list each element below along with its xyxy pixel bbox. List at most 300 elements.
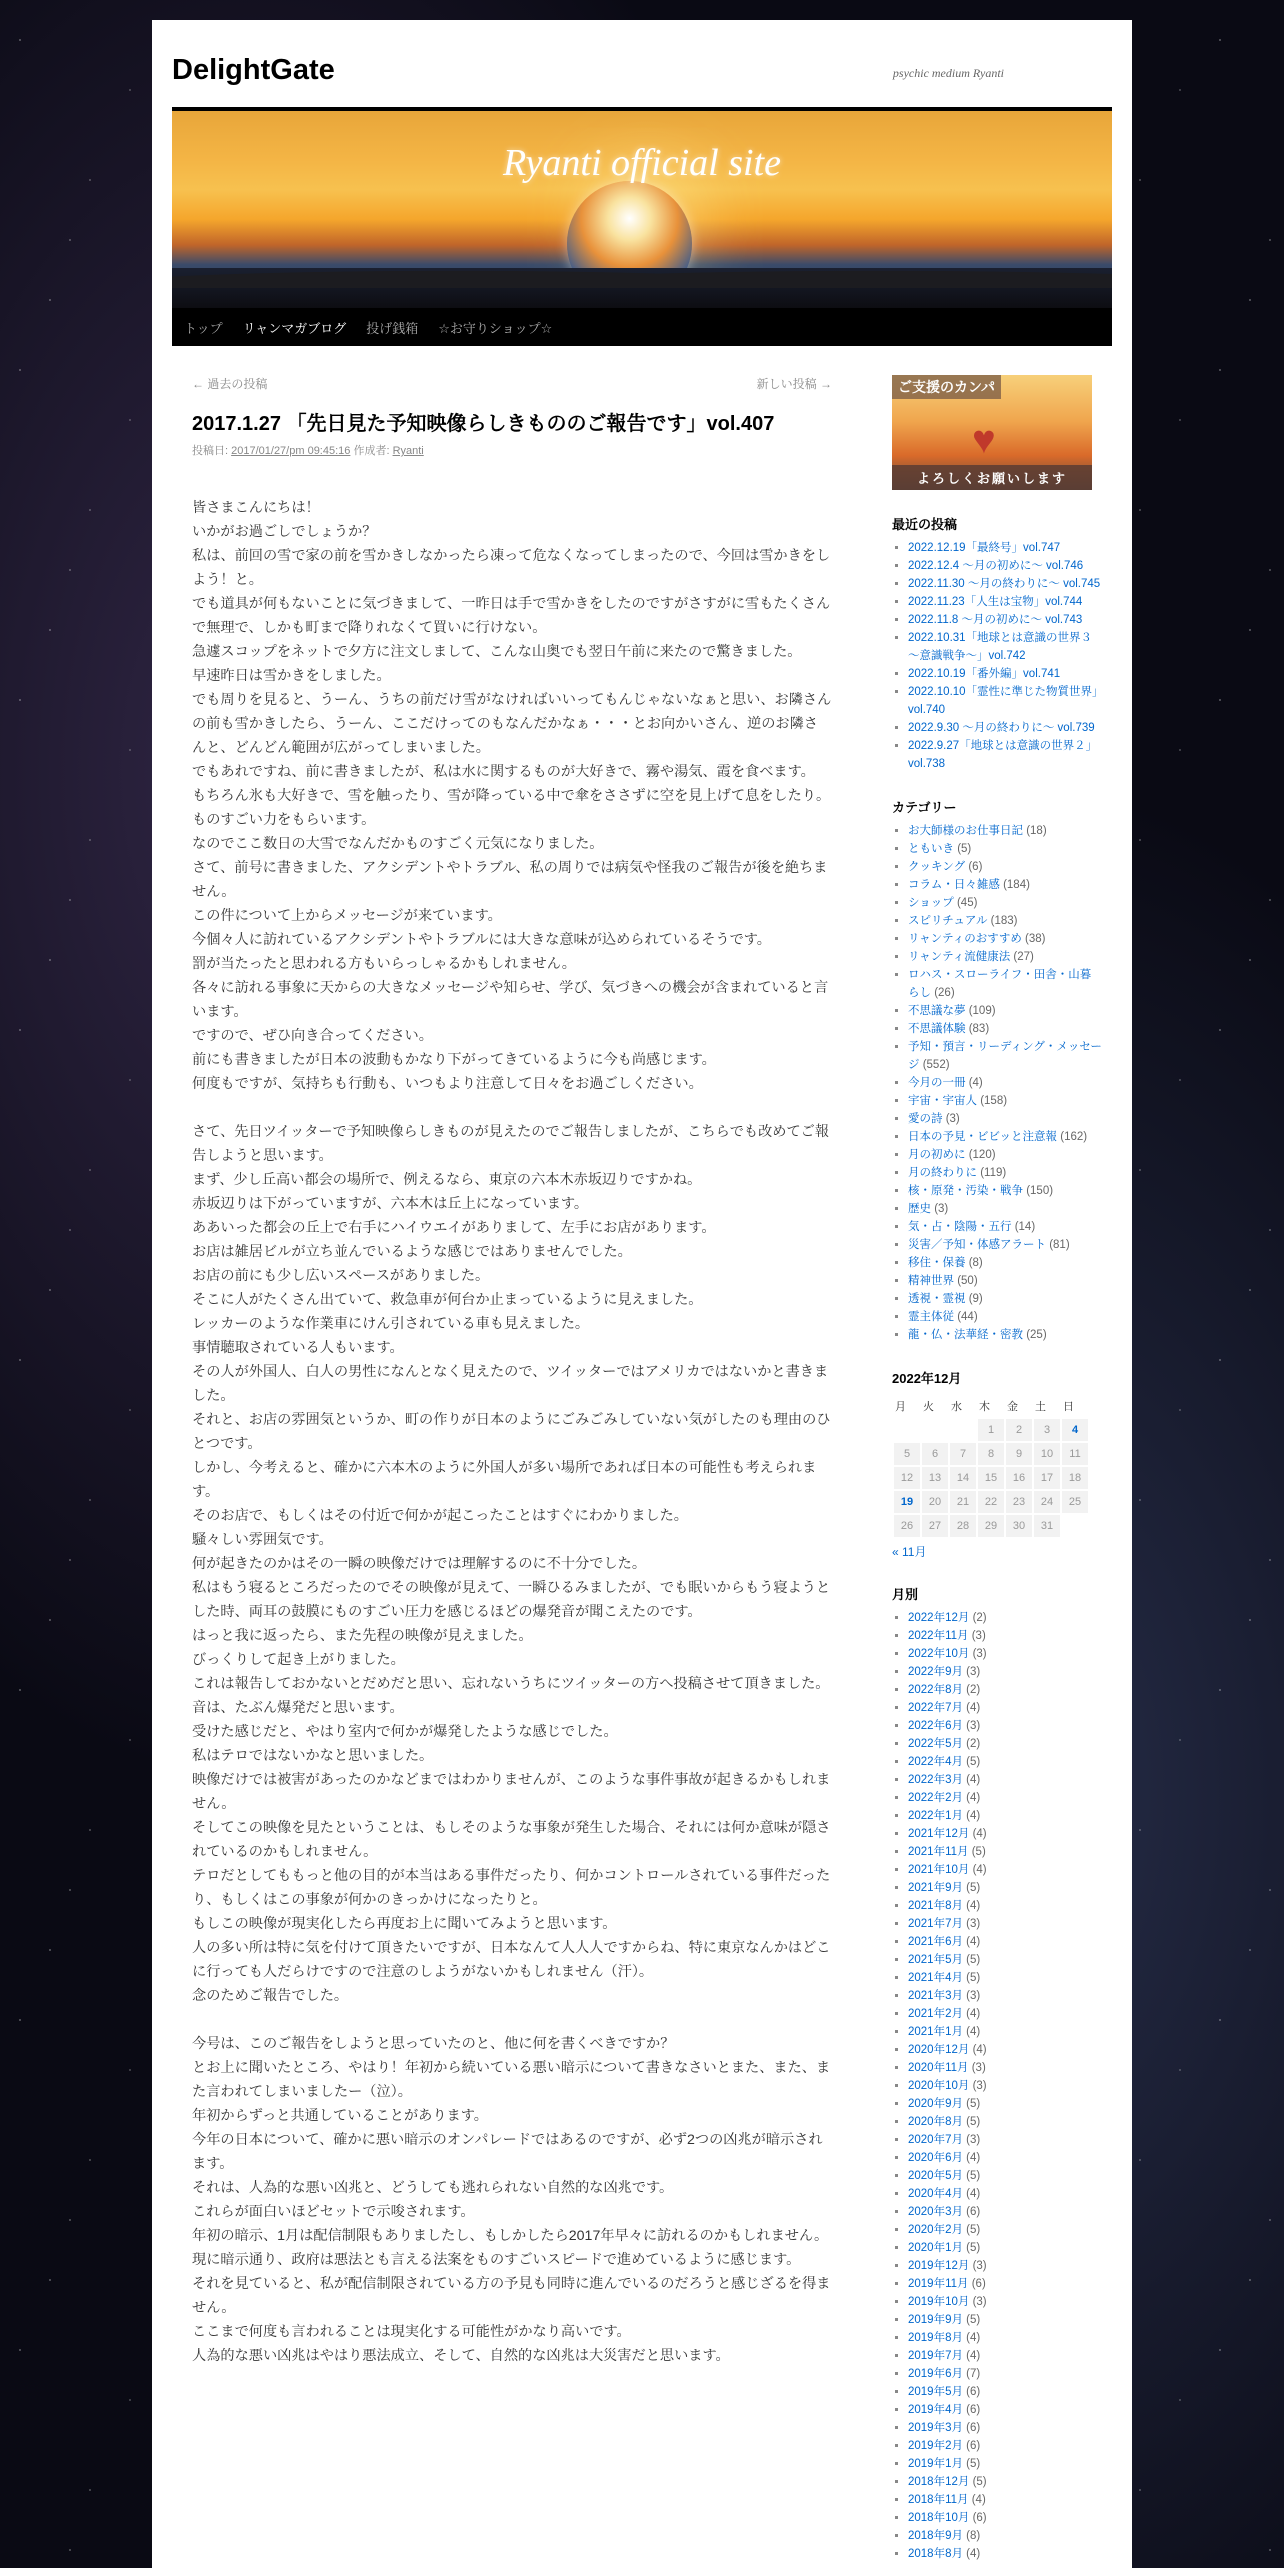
calendar-day (894, 1419, 920, 1441)
category-count: (81) (1046, 1239, 1070, 1251)
calendar-day: 13 (922, 1467, 948, 1489)
archive-count: (3) (969, 2260, 987, 2272)
archive-item (908, 2239, 1102, 2257)
archive-item (908, 2473, 1102, 2491)
calendar-day: 10 (1034, 1443, 1060, 1465)
category-link[interactable]: 移住・保養 (908, 1257, 966, 1269)
archive-item (908, 2113, 1102, 2131)
archive-count: (4) (962, 1900, 981, 1912)
archive-count: (5) (962, 2116, 981, 2128)
calendar-day: 3 (1034, 1419, 1060, 1441)
archive-count: (6) (962, 2404, 981, 2416)
archive-count: (6) (969, 2512, 987, 2524)
recent-post-item (908, 683, 1102, 719)
category-item (908, 1308, 1102, 1326)
calendar-day: 16 (1006, 1467, 1032, 1489)
post-paragraph: いかがお過ごしでしょうか？ (192, 524, 377, 540)
post-paragraph: そこに人がたくさん出ていて、救急車が何台か止まっているように見えました。 (192, 1292, 703, 1308)
post-paragraph: そのお店で、もしくはその付近で何かが起こったことはすぐにわかりました。 (192, 1508, 688, 1524)
archive-item (908, 2185, 1102, 2203)
archive-count: (6) (962, 2206, 981, 2218)
category-item (908, 966, 1102, 1002)
category-link[interactable]: 日本の予見・ビビッと注意報 (908, 1131, 1058, 1143)
category-link[interactable]: 精神世界 (908, 1275, 954, 1287)
category-count: (183) (987, 915, 1018, 927)
post-paragraph: 早速昨日は雪かきをしました。 (192, 668, 391, 684)
sidebar (892, 375, 1102, 2563)
category-item (908, 1164, 1102, 1182)
page-wrapper (152, 20, 1132, 2568)
archive-count: (5) (962, 1972, 981, 1984)
calendar-weekday: 木 (979, 1401, 990, 1413)
category-link[interactable]: リャンティ流健康法 (908, 951, 1011, 963)
archive-item (908, 2401, 1102, 2419)
archive-link[interactable]: 2021年8月 (908, 1900, 963, 1912)
archive-link[interactable]: 2019年1月 (908, 2458, 963, 2470)
category-link[interactable]: 霊主体従 (908, 1311, 954, 1323)
category-item (908, 1182, 1102, 1200)
nav-item-1[interactable]: リャンマガブログ (242, 320, 347, 336)
archive-link[interactable]: 2018年10月 (908, 2512, 970, 2524)
category-count: (44) (954, 1311, 978, 1323)
archive-link[interactable]: 2019年9月 (908, 2314, 963, 2326)
recent-post-link[interactable]: 2022.10.19「番外編」vol.741 (908, 668, 1061, 680)
category-link[interactable]: ともいき (908, 843, 954, 855)
archive-item (908, 2149, 1102, 2167)
category-link[interactable]: 龍・仏・法華経・密教 (908, 1329, 1023, 1341)
post-paragraph: 音は、たぶん爆発だと思います。 (192, 1700, 404, 1716)
archive-item (908, 1843, 1102, 1861)
recent-post-link[interactable]: 2022.9.27「地球とは意識の世界２」vol.738 (908, 740, 1098, 770)
post-paragraph: 念のためご報告でした。 (192, 1988, 349, 2004)
category-link[interactable]: 不思議体験 (908, 1023, 966, 1035)
category-count: (109) (965, 1005, 996, 1017)
meta-date-label: 投稿日: (192, 445, 232, 457)
recent-post-link[interactable]: 2022.10.31「地球とは意識の世界３～意識戦争～」vol.742 (908, 632, 1093, 662)
calendar-weekday: 土 (1035, 1401, 1046, 1413)
archive-link[interactable]: 2021年1月 (908, 2026, 963, 2038)
archive-link[interactable]: 2022年1月 (908, 1810, 963, 1822)
post-body (192, 496, 832, 2368)
post-paragraph: 事情聴取されている人もいます。 (192, 1340, 404, 1356)
category-item (908, 1038, 1102, 1074)
calendar-day: 1 (978, 1419, 1004, 1441)
post-paragraph: 年初からずっと共通していることがあります。 (192, 2108, 488, 2124)
category-link[interactable]: 核・原発・汚染・戦争 (908, 1185, 1023, 1197)
archive-item (908, 2167, 1102, 2185)
calendar-day: 11 (1062, 1443, 1088, 1465)
archive-link[interactable]: 2019年4月 (908, 2404, 963, 2416)
category-item (908, 1146, 1102, 1164)
category-link[interactable]: 今月の一冊 (908, 1077, 966, 1089)
category-link[interactable]: クッキング (908, 861, 966, 873)
calendar-day: 24 (1034, 1491, 1060, 1513)
archive-item (908, 2023, 1102, 2041)
archive-count: (4) (962, 1792, 981, 1804)
recent-post-item (908, 539, 1102, 557)
archive-link[interactable]: 2022年12月 (908, 1612, 970, 1624)
post-paragraph: これらが面白いほどセットで示唆されます。 (192, 2204, 475, 2220)
recent-post-link[interactable]: 2022.12.19「最終号」vol.747 (908, 542, 1061, 554)
calendar-day: 27 (922, 1515, 948, 1537)
calendar-prev-link[interactable]: « 11月 (892, 1545, 927, 1559)
archive-link[interactable]: 2022年9月 (908, 1666, 963, 1678)
archive-item (908, 1699, 1102, 1717)
post-paragraph: 何が起きたのかはその一瞬の映像だけでは理解するのに不十分でした。 (192, 1556, 647, 1572)
archive-item (908, 1987, 1102, 2005)
category-item (908, 1092, 1102, 1110)
calendar-day: 20 (922, 1491, 948, 1513)
post-paragraph: ああいった都会の丘上で右手にハイウエイがありまして、左手にお店があります。 (192, 1220, 716, 1236)
archive-item (908, 1951, 1102, 1969)
post-paragraph: お店の前にも少し広いスペースがありました。 (192, 1268, 490, 1284)
archive-link[interactable]: 2021年2月 (908, 2008, 963, 2020)
support-banner[interactable] (892, 375, 1092, 490)
category-count: (120) (965, 1149, 996, 1161)
post-paragraph: 私はテロではないかなと思いました。 (192, 1748, 434, 1764)
calendar-day (1062, 1515, 1088, 1537)
archive-count: (8) (962, 2530, 981, 2542)
post-paragraph: 皆さまこんにちは！ (192, 500, 320, 516)
calendar-day: 29 (978, 1515, 1004, 1537)
post-paragraph: でも道具が何もないことに気づきまして、一昨日は手で雪かきをしたのですがさすがに雪もたくさんで無理で、しかも町まで降りれなくて買いに行けない。 (192, 596, 831, 636)
archive-link[interactable]: 2019年8月 (908, 2332, 963, 2344)
archive-link[interactable]: 2021年4月 (908, 1972, 963, 1984)
recent-post-item (908, 593, 1102, 611)
archive-count: (5) (962, 2314, 981, 2326)
category-item (908, 1218, 1102, 1236)
archive-link[interactable]: 2019年6月 (908, 2368, 963, 2380)
archive-link[interactable]: 2020年3月 (908, 2206, 963, 2218)
archive-item (908, 1609, 1102, 1627)
category-item (908, 858, 1102, 876)
category-link[interactable]: 気・占・陰陽・五行 (908, 1221, 1012, 1233)
archive-item (908, 1717, 1102, 1735)
archive-link[interactable]: 2020年2月 (908, 2224, 963, 2236)
post-paragraph: 今年の日本について、確かに悪い暗示のオンパレードではあるのですが、必ず2つの凶兆が暗示されます。 (192, 2132, 823, 2172)
post-paragraph: さて、先日ツイッターで予知映像らしきものが見えたのでご報告しましたが、こちらでも改めてご報告しようと思います。 (192, 1124, 830, 1164)
archive-item (908, 1789, 1102, 1807)
recent-post-item (908, 575, 1102, 593)
archive-item (908, 2365, 1102, 2383)
calendar-day (950, 1419, 976, 1441)
category-count: (184) (999, 879, 1030, 891)
post-paragraph: 各々に訪れる事象に天からの大きなメッセージや知らせ、学び、気づきへの機会が含まれていると言います。 (192, 980, 829, 1020)
archive-link[interactable]: 2020年12月 (908, 2044, 970, 2056)
calendar-day: 21 (950, 1491, 976, 1513)
archive-link[interactable]: 2022年8月 (908, 1684, 963, 1696)
archive-link[interactable]: 2019年10月 (908, 2296, 970, 2308)
calendar-day: 15 (978, 1467, 1004, 1489)
archive-link[interactable]: 2021年5月 (908, 1954, 963, 1966)
post-paragraph: 受けた感じだと、やはり室内で何かが爆発したような感じでした。 (192, 1724, 618, 1740)
archive-count: (3) (969, 2080, 987, 2092)
archive-count: (5) (962, 1756, 981, 1768)
archive-link[interactable]: 2020年6月 (908, 2152, 963, 2164)
post-paragraph: まず、少し丘高い都会の場所で、例えるなら、東京の六本木赤坂辺りですかね。 (192, 1172, 702, 1188)
archive-link[interactable]: 2019年12月 (908, 2260, 970, 2272)
previous-post-link[interactable]: ← 過去の投稿 (192, 377, 268, 391)
post-paragraph: テロだとしてももっと他の目的が本当はある事件だったり、何かコントロールされている事件だったり、もしくはこの事象が何かのきっかけになったりと。 (192, 1868, 831, 1908)
archive-link[interactable]: 2020年11月 (908, 2062, 969, 2074)
main-content (192, 375, 832, 2368)
category-count: (150) (1023, 1185, 1054, 1197)
archive-link[interactable]: 2019年2月 (908, 2440, 963, 2452)
category-link[interactable]: 歴史 (908, 1203, 931, 1215)
recent-post-link[interactable]: 2022.9.30 ～月の終わりに～ vol.739 (908, 722, 1095, 734)
calendar-day: 23 (1006, 1491, 1032, 1513)
category-link[interactable]: 不思議な夢 (908, 1005, 966, 1017)
category-item (908, 894, 1102, 912)
archive-link[interactable]: 2022年4月 (908, 1756, 963, 1768)
archive-link[interactable]: 2021年3月 (908, 1990, 963, 2002)
post-paragraph: はっと我に返ったら、また先程の映像が見えました。 (192, 1628, 533, 1644)
archive-link[interactable]: 2022年10月 (908, 1648, 970, 1660)
post-paragraph: そしてこの映像を見たということは、もしそのような事象が発生した場合、それには何か意味が隠されているのかもしれません。 (192, 1820, 831, 1860)
next-post-link[interactable]: 新しい投稿 → (756, 377, 832, 391)
archive-link[interactable]: 2019年11月 (908, 2278, 969, 2290)
archive-item (908, 2293, 1102, 2311)
archive-item (908, 2275, 1102, 2293)
archive-link[interactable]: 2020年7月 (908, 2134, 963, 2146)
archive-link[interactable]: 2018年12月 (908, 2476, 970, 2488)
archive-count: (2) (962, 1738, 981, 1750)
archive-item (908, 2203, 1102, 2221)
archive-link[interactable]: 2021年11月 (908, 1846, 969, 1858)
archive-link[interactable]: 2022年3月 (908, 1774, 963, 1786)
category-item (908, 912, 1102, 930)
post-paragraph: 急遽スコップをネットで夕方に注文しまして、こんな山奥でも翌日午前に来たので驚きました。 (192, 644, 802, 660)
archive-count: (2) (969, 1612, 987, 1624)
category-count: (119) (977, 1167, 1007, 1179)
archive-item (908, 1933, 1102, 1951)
archive-item (908, 1627, 1102, 1645)
category-count: (3) (931, 1203, 949, 1215)
archive-link[interactable]: 2020年8月 (908, 2116, 963, 2128)
category-link[interactable]: ショップ (908, 897, 954, 909)
archive-item (908, 2509, 1102, 2527)
calendar-weekday: 火 (923, 1401, 934, 1413)
calendar-day: 8 (978, 1443, 1004, 1465)
category-count: (18) (1023, 825, 1047, 837)
calendar-day[interactable]: 4 (1062, 1419, 1088, 1441)
calendar-weekday: 日 (1063, 1401, 1074, 1413)
category-count: (50) (954, 1275, 978, 1287)
archive-link[interactable]: 2018年8月 (908, 2548, 963, 2560)
archive-link[interactable]: 2019年7月 (908, 2350, 963, 2362)
category-item (908, 1020, 1102, 1038)
category-item (908, 1236, 1102, 1254)
archive-item (908, 2077, 1102, 2095)
post-paragraph: ですので、ぜひ向き合ってください。 (192, 1028, 433, 1044)
post-paragraph: その人が外国人、白人の男性になんとなく見えたので、ツイッターではアメリカではないかと書きました。 (192, 1364, 829, 1404)
category-item (908, 1128, 1102, 1146)
post-paragraph: 人為的な悪い凶兆はやはり悪法成立、そして、自然的な凶兆は大災害だと思います。 (192, 2348, 730, 2364)
category-link[interactable]: 月の終わりに (908, 1167, 977, 1179)
archive-link[interactable]: 2021年10月 (908, 1864, 970, 1876)
archive-item (908, 2437, 1102, 2455)
category-count: (6) (965, 861, 983, 873)
post-paragraph: なのでここ数日の大雪でなんだかものすごく元気になりました。 (192, 836, 604, 852)
calendar-day: 30 (1006, 1515, 1032, 1537)
category-link[interactable]: 透視・霊視 (908, 1293, 966, 1305)
archive-count: (4) (962, 1810, 981, 1822)
post-meta (192, 442, 832, 458)
post-paragraph: 現に暗示通り、政府は悪法とも言える法案をものすごいスピードで進めているように感じます。 (192, 2252, 801, 2268)
archive-link[interactable]: 2020年4月 (908, 2188, 963, 2200)
archive-item (908, 2419, 1102, 2437)
archive-item (908, 1735, 1102, 1753)
archive-link[interactable]: 2021年9月 (908, 1882, 963, 1894)
archive-count: (3) (968, 2062, 986, 2074)
category-link[interactable]: ロハス・スローライフ・田舎・山暮らし (908, 969, 1092, 999)
archive-count: (4) (962, 1774, 981, 1786)
archive-count: (4) (962, 2350, 981, 2362)
calendar-day: 14 (950, 1467, 976, 1489)
post-title: 2017.1.27 「先日見た予知映像らしきもののご報告です」vol.407 (192, 413, 775, 435)
category-link[interactable]: スピリチュアル (908, 915, 988, 927)
post-paragraph: でもあれですね、前に書きましたが、私は水に関するものが大好きで、霧や湯気、霞を食べます。 (192, 764, 815, 780)
category-count: (552) (919, 1059, 950, 1071)
nav-item-0[interactable]: トップ (184, 320, 223, 336)
post-paragraph: 今個々人に訪れているアクシデントやトラブルには大きな意味が込められているそうです。 (192, 932, 771, 948)
archive-item (908, 2131, 1102, 2149)
category-link[interactable]: お大師様のお仕事日記 (908, 825, 1023, 837)
recent-posts-title: 最近の投稿 (892, 517, 958, 532)
category-link[interactable]: 災害／予知・体感アラート (908, 1239, 1046, 1251)
calendar-day[interactable]: 19 (894, 1491, 920, 1513)
archives-list (892, 1609, 1102, 2563)
archive-count: (5) (962, 1954, 981, 1966)
calendar-day: 2 (1006, 1419, 1032, 1441)
category-item (908, 1254, 1102, 1272)
archive-link[interactable]: 2020年5月 (908, 2170, 963, 2182)
category-link[interactable]: 愛の詩 (908, 1113, 943, 1125)
site-description: psychic medium Ryanti (892, 66, 1004, 80)
archive-count: (3) (962, 2134, 981, 2146)
archive-link[interactable]: 2019年3月 (908, 2422, 963, 2434)
recent-post-link[interactable]: 2022.11.23「人生は宝物」vol.744 (908, 596, 1083, 608)
calendar-day: 28 (950, 1515, 976, 1537)
archive-count: (4) (962, 2152, 981, 2164)
post-date-link[interactable]: 2017/01/27/pm 09:45:16 (231, 445, 351, 457)
post-paragraph: ここまで何度も言われることは現実化する可能性がかなり高いです。 (192, 2324, 631, 2340)
archive-link[interactable]: 2021年12月 (908, 1828, 970, 1840)
category-link[interactable]: 宇宙・宇宙人 (908, 1095, 977, 1107)
archive-link[interactable]: 2019年5月 (908, 2386, 963, 2398)
archive-count: (3) (962, 1720, 981, 1732)
archive-link[interactable]: 2020年1月 (908, 2242, 963, 2254)
category-count: (14) (1011, 1221, 1036, 1233)
archive-link[interactable]: 2022年6月 (908, 1720, 963, 1732)
archive-count: (3) (969, 1648, 987, 1660)
author-link[interactable]: Ryanti (392, 445, 424, 457)
category-item (908, 1200, 1102, 1218)
meta-author-label: 作成者: (350, 445, 393, 457)
archive-count: (3) (969, 2296, 987, 2308)
post-paragraph: お店は雑居ビルが立ち並んでいるような感じではありませんでした。 (192, 1244, 632, 1260)
archive-count: (4) (969, 1864, 987, 1876)
post-paragraph: しかし、今考えると、確かに六本木のように外国人が多い場所であれば日本の可能性も考えられます。 (192, 1460, 817, 1500)
archive-count: (5) (962, 2224, 981, 2236)
post-paragraph: 赤坂辺りは下がっていますが、六本木は丘上になっています。 (192, 1196, 589, 1212)
category-link[interactable]: 月の初めに (908, 1149, 966, 1161)
category-link[interactable]: 予知・預言・リーディング・メッセージ (908, 1041, 1102, 1071)
recent-posts-list (892, 539, 1102, 773)
archive-count: (7) (962, 2368, 981, 2380)
recent-post-item (908, 629, 1102, 665)
archive-item (908, 1681, 1102, 1699)
post-paragraph: 何度もですが、気持ちも行動も、いつもより注意して日々をお過ごしください。 (192, 1076, 703, 1092)
post-paragraph: ものすごい力をもらいます。 (192, 812, 376, 828)
category-count: (38) (1021, 933, 1046, 945)
archive-link[interactable]: 2018年11月 (908, 2494, 969, 2506)
recent-post-link[interactable]: 2022.12.4 ～月の初めに～ vol.746 (908, 560, 1084, 572)
archive-item (908, 2311, 1102, 2329)
paragraph-gap (192, 2008, 832, 2032)
post-paragraph: それと、お店の雰囲気というか、町の作りが日本のようにごみごみしていない気がしたのも理由のひとつです。 (192, 1412, 831, 1452)
rocks-silhouette (172, 258, 1112, 288)
calendar-day: 18 (1062, 1467, 1088, 1489)
archive-item (908, 1879, 1102, 1897)
archive-link[interactable]: 2020年9月 (908, 2098, 963, 2110)
site-header (172, 20, 1112, 111)
post-paragraph: もしこの映像が現実化したら再度お上に聞いてみようと思います。 (192, 1916, 617, 1932)
post-paragraph: 騒々しい雰囲気です。 (192, 1532, 333, 1548)
archive-count: (6) (962, 2440, 981, 2452)
archive-link[interactable]: 2018年9月 (908, 2530, 963, 2542)
header-banner (172, 111, 1112, 308)
archive-item (908, 2527, 1102, 2545)
archive-link[interactable]: 2022年7月 (908, 1702, 963, 1714)
post-paragraph: 前にも書きましたが日本の波動もかなり下がってきているように今も尚感じます。 (192, 1052, 716, 1068)
archive-link[interactable]: 2022年5月 (908, 1738, 963, 1750)
category-count: (83) (965, 1023, 990, 1035)
archive-link[interactable]: 2022年2月 (908, 1792, 963, 1804)
category-item (908, 1326, 1102, 1344)
archive-link[interactable]: 2020年10月 (908, 2080, 970, 2092)
archive-link[interactable]: 2021年7月 (908, 1918, 963, 1930)
post-paragraph: それは、人為的な悪い凶兆と、どうしても逃れられない自然的な凶兆です。 (192, 2180, 674, 2196)
recent-post-item (908, 611, 1102, 629)
calendar-day: 5 (894, 1443, 920, 1465)
archive-item (908, 1771, 1102, 1789)
recent-post-link[interactable]: 2022.11.30 ～月の終わりに～ vol.745 (908, 578, 1101, 590)
calendar-day: 31 (1034, 1515, 1060, 1537)
recent-post-item (908, 737, 1102, 773)
archive-link[interactable]: 2022年11月 (908, 1630, 969, 1642)
nav-item-2[interactable]: 投げ銭箱 (366, 320, 419, 336)
archive-item (908, 2347, 1102, 2365)
archive-count: (4) (969, 2044, 987, 2056)
archive-count: (4) (962, 2026, 981, 2038)
post-paragraph: 年初の暗示、1月は配信制限もありましたし、もしかしたら2017年早々に訪れるのかもしれません。 (192, 2228, 829, 2244)
category-link[interactable]: リャンティのおすすめ (908, 933, 1022, 945)
recent-post-link[interactable]: 2022.10.10「霊性に準じた物質世界」vol.740 (908, 686, 1098, 716)
site-title[interactable]: DelightGate (172, 54, 335, 86)
archive-count: (5) (962, 2458, 981, 2470)
calendar-day: 26 (894, 1515, 920, 1537)
category-link[interactable]: コラム・日々雑感 (908, 879, 1000, 891)
archive-link[interactable]: 2021年6月 (908, 1936, 963, 1948)
recent-post-link[interactable]: 2022.11.8 ～月の初めに～ vol.743 (908, 614, 1083, 626)
recent-post-item (908, 665, 1102, 683)
calendar-day: 9 (1006, 1443, 1032, 1465)
nav-item-3[interactable]: ☆お守りショップ☆ (438, 320, 553, 336)
post-paragraph: 私は、前回の雪で家の前を雪かきしなかったら凍って危なくなってしまったので、今回は雪かきをしよう！と。 (192, 548, 831, 588)
archive-count: (4) (962, 2008, 981, 2020)
archive-count: (3) (968, 1630, 986, 1642)
